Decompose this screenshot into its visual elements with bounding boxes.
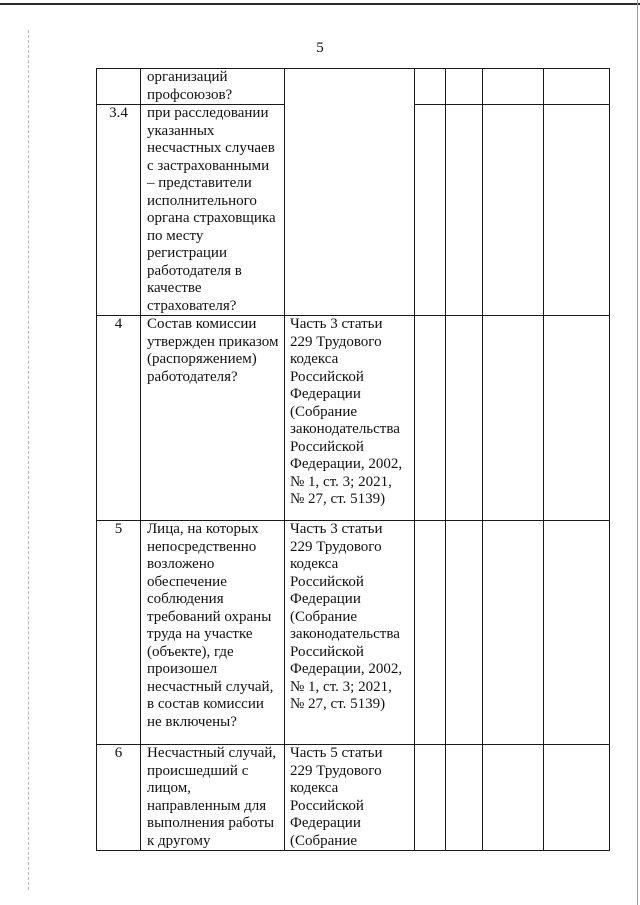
- question-cell: Состав комиссии утвержден приказом (распоряжением) работодателя?: [141, 316, 285, 521]
- answer-yes-cell: [415, 316, 446, 521]
- question-cell: Несчастный случай, происшедший с лицом, направленным для выполнения работы к другому: [141, 745, 285, 851]
- table-row: [97, 745, 610, 851]
- answer-yes-cell: [415, 105, 446, 316]
- notes-cell: [544, 316, 610, 521]
- answer-no-cell: [446, 745, 483, 851]
- top-border-line: [0, 3, 640, 5]
- answer-no-cell: [446, 105, 483, 316]
- table-row: [97, 316, 610, 521]
- right-border-line: [637, 0, 638, 905]
- answer-na-cell: [483, 105, 544, 316]
- item-number-cell: 4: [97, 316, 141, 521]
- item-number-cell: 6: [97, 745, 141, 851]
- reference-cell: Часть 3 статьи 229 Трудового кодекса Российской Федерации (Собрание законодательства Российской Федерации, 2002, № 1, ст. 3; 2021, № 27, ст. 5139): [285, 316, 415, 521]
- answer-na-cell: [483, 69, 544, 105]
- question-cell: организаций профсоюзов?: [141, 69, 285, 105]
- notes-cell: [544, 69, 610, 105]
- item-number-cell: [97, 69, 141, 105]
- question-cell: при расследовании указанных несчастных случаев с застрахованными – представители исполнительного органа страховщика по месту регистрации работодателя в качестве страхователя?: [141, 105, 285, 316]
- notes-cell: [544, 745, 610, 851]
- reference-cell: Часть 3 статьи 229 Трудового кодекса Российской Федерации (Собрание законодательства Российской Федерации, 2002, № 1, ст. 3; 2021, № 27, ст. 5139): [285, 521, 415, 745]
- answer-yes-cell: [415, 521, 446, 745]
- answer-yes-cell: [415, 745, 446, 851]
- answer-yes-cell: [415, 69, 446, 105]
- answer-no-cell: [446, 521, 483, 745]
- left-margin-dashed-line: [28, 30, 29, 890]
- item-number-cell: 5: [97, 521, 141, 745]
- answer-na-cell: [483, 521, 544, 745]
- answer-no-cell: [446, 69, 483, 105]
- question-cell: Лица, на которых непосредственно возложено обеспечение соблюдения требований охраны труда на участке (объекте), где произошел несчастный случай, в состав комиссии не включены?: [141, 521, 285, 745]
- table-row: [97, 69, 610, 105]
- reference-cell: [285, 69, 415, 316]
- item-number-cell: 3.4: [97, 105, 141, 316]
- page-number: 5: [316, 40, 324, 56]
- notes-cell: [544, 521, 610, 745]
- answer-na-cell: [483, 316, 544, 521]
- checklist-table: [96, 68, 610, 851]
- notes-cell: [544, 105, 610, 316]
- answer-no-cell: [446, 316, 483, 521]
- answer-na-cell: [483, 745, 544, 851]
- table-row: [97, 521, 610, 745]
- reference-cell: Часть 5 статьи 229 Трудового кодекса Российской Федерации (Собрание: [285, 745, 415, 851]
